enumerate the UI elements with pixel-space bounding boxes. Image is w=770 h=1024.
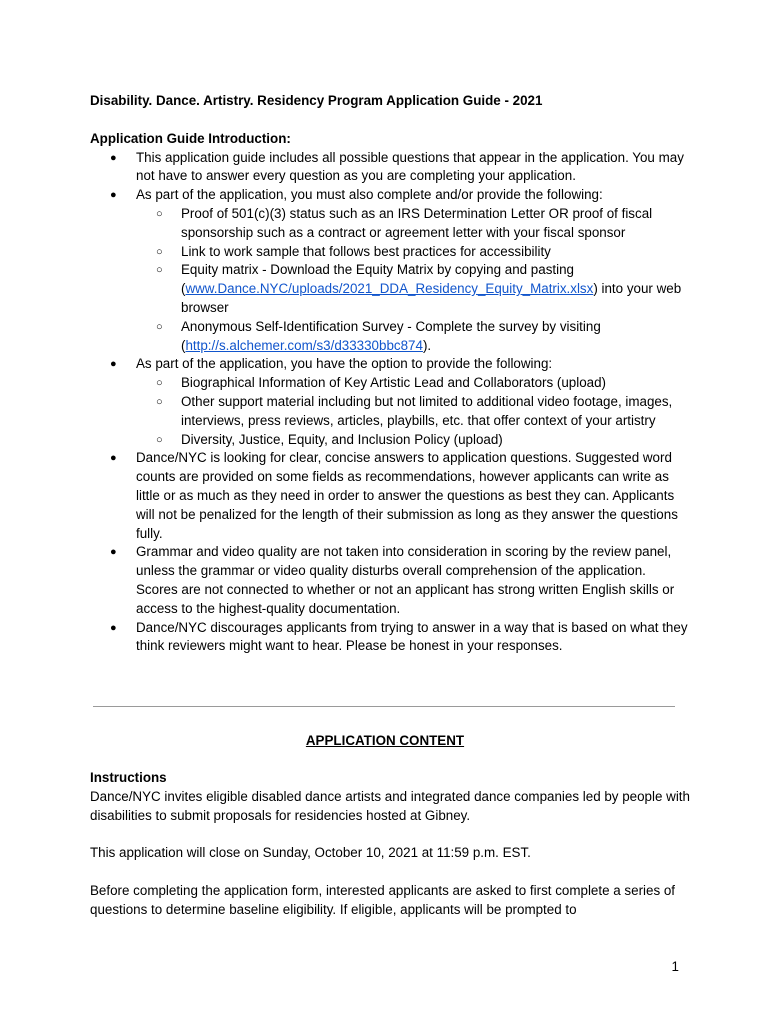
application-content-heading: APPLICATION CONTENT (305, 733, 465, 748)
sub-bullet-text: ). (422, 337, 432, 353)
sub-bullet-text: Equity matrix - Download the Equity Matrix by copying and pasting ( (181, 262, 574, 297)
section-divider (93, 706, 675, 707)
intro-bullet (90, 619, 690, 657)
sub-bullet-text: Diversity, Justice, Equity, and Inclusion Policy (upload) (181, 431, 503, 447)
bullet-text: This application guide includes all possible questions that appear in the application. You may not have to answer every question as you are completing your application. (136, 149, 684, 184)
sub-bullet-text: Other support material including but not limited to additional video footage, images, interviews, press reviews, articles, playbills, etc. that offer context of your artistry (181, 393, 673, 428)
sub-bullet-text: Anonymous Self-Identification Survey - Complete the survey by visiting ( (181, 318, 601, 353)
sub-bullet (136, 243, 690, 262)
bullet-text: As part of the application, you have the option to provide the following: (136, 356, 553, 372)
bullet-text: Dance/NYC discourages applicants from trying to answer in a way that is based on what they think reviewers might want to hear. Please be honest in your responses. (136, 619, 688, 654)
intro-bullet-list (90, 149, 690, 657)
sub-bullet-text: Link to work sample that follows best practices for accessibility (181, 243, 551, 259)
sub-bullet-text: ) into your web browser (181, 281, 682, 315)
bullet-text: Grammar and video quality are not taken into consideration in scoring by the review panel, unless the grammar or video quality disturbs overall comprehension of the application. Scores are not connected to whether or not an applicant has strong written English skills or access to the highest-quality documentation. (136, 544, 675, 616)
document-page (90, 92, 690, 656)
eligibility-paragraph: Before completing the application form, interested applicants are asked to first complete a series of questions to determine baseline eligibility. If eligible, applicants will be prompted to (90, 883, 676, 917)
bullet-text: As part of the application, you must also complete and/or provide the following: (136, 187, 603, 203)
page-number: 1 (671, 959, 679, 974)
sub-bullet (136, 393, 690, 431)
intro-bullet (90, 449, 690, 543)
sub-bullet-text: Proof of 501(c)(3) status such as an IRS Determination Letter OR proof of fiscal sponsorship such as a contract or agreement letter with your fiscal sponsor (181, 205, 653, 240)
intro-bullet (90, 543, 690, 618)
sub-bullet (136, 261, 690, 317)
instructions-section (90, 769, 690, 920)
intro-heading: Application Guide Introduction: (90, 130, 291, 146)
intro-bullet (90, 149, 690, 187)
sub-bullet (136, 205, 690, 243)
sub-bullet (136, 318, 690, 356)
sub-bullet (136, 431, 690, 450)
intro-bullet (90, 186, 690, 355)
required-items-list (136, 205, 690, 355)
intro-bullet (90, 355, 690, 449)
sub-bullet (136, 374, 690, 393)
document-title: Disability. Dance. Artistry. Residency Program Application Guide - 2021 (90, 93, 543, 108)
optional-items-list (136, 374, 690, 449)
survey-link[interactable]: http://s.alchemer.com/s3/d33330bbc874 (185, 337, 423, 353)
deadline-paragraph: This application will close on Sunday, October 10, 2021 at 11:59 p.m. EST. (90, 845, 531, 861)
bullet-text: Dance/NYC is looking for clear, concise answers to application questions. Suggested word counts are provided on some fields as recommendations, however applicants can write as little or as much as they need in order to answer the questions as best they can. Applicants will not be penalized for the length of their submission as long as they answer the questions fully. (136, 450, 678, 541)
instructions-heading: Instructions (90, 770, 167, 785)
equity-matrix-link[interactable]: www.Dance.NYC/uploads/2021_DDA_Residency_Equity_Matrix.xlsx (185, 281, 594, 297)
instructions-paragraph: Dance/NYC invites eligible disabled dance artists and integrated dance companies led by people with disabilities to submit proposals for residencies hosted at Gibney. (90, 788, 690, 823)
sub-bullet-text: Biographical Information of Key Artistic Lead and Collaborators (upload) (181, 375, 607, 391)
